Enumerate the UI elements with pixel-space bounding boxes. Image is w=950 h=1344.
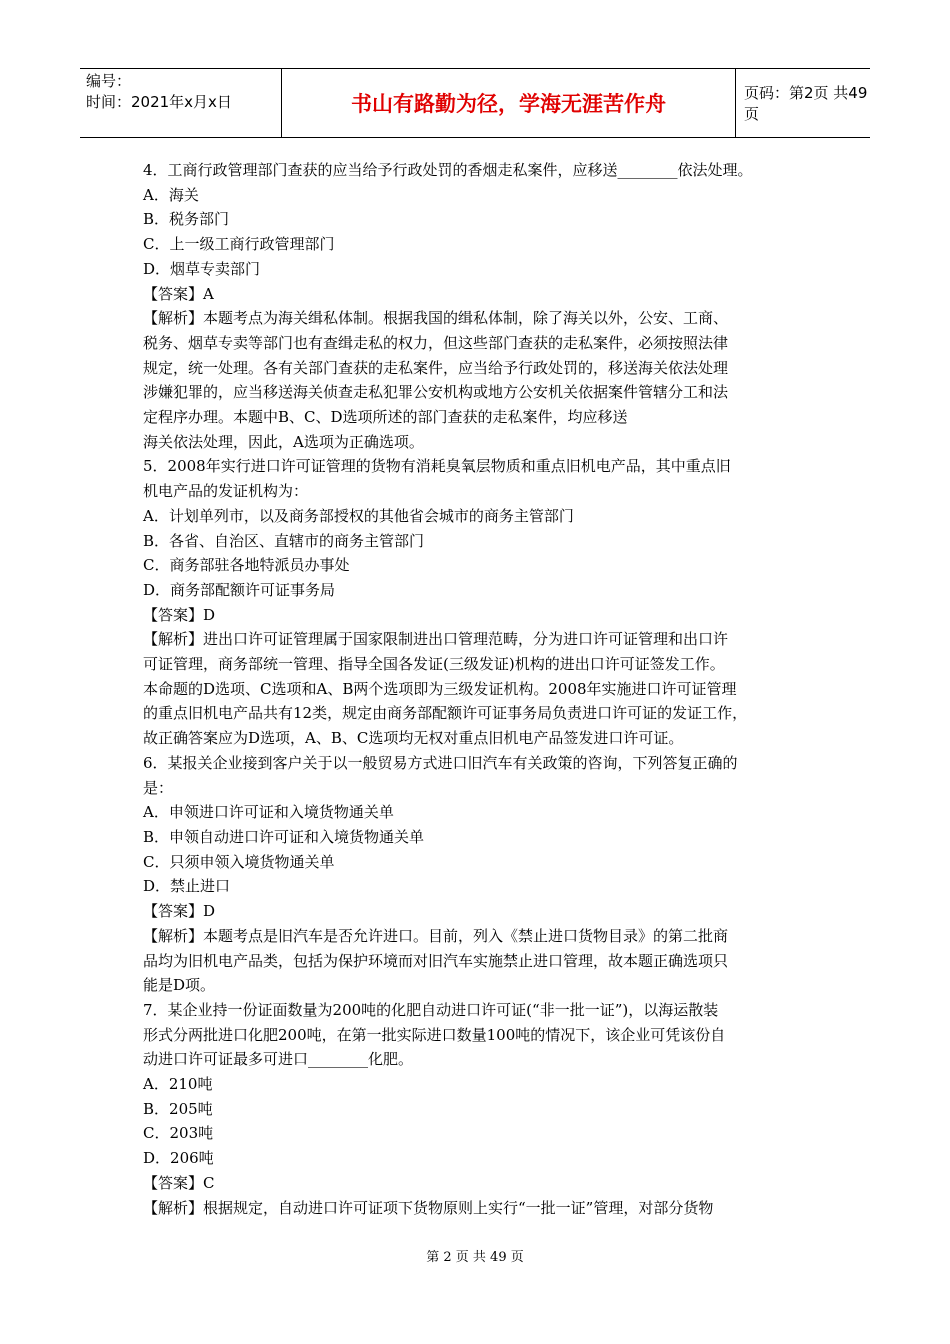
text-line: 涉嫌犯罪的，应当移送海关侦查走私犯罪公安机构或地方公安机关依据案件管辖分工和法 xyxy=(143,383,729,402)
document-number-label: 编号： xyxy=(86,72,132,90)
text-line: 能是D项。 xyxy=(143,976,216,995)
text-line: D．206吨 xyxy=(143,1149,214,1168)
text-line: 海关依法处理，因此，A选项为正确选项。 xyxy=(143,432,424,451)
text-line: 是： xyxy=(143,778,174,797)
text-line: 可证管理，商务部统一管理、指导全国各发证(三级发证)机构的进出口许可证签发工作。 xyxy=(143,655,725,674)
text-line: 税务、烟草专卖等部门也有查缉走私的权力，但这些部门查获的走私案件，必须按照法律 xyxy=(143,333,729,352)
text-line: A．申领进口许可证和入境货物通关单 xyxy=(143,803,394,822)
text-line: 【答案】C xyxy=(143,1173,215,1192)
text-line: 故正确答案应为D选项，A、B、C选项均无权对重点旧机电产品签发进口许可证。 xyxy=(143,729,684,748)
text-line: 【解析】本题考点为海关缉私体制。根据我国的缉私体制，除了海关以外，公安、工商、 xyxy=(143,309,729,328)
header-info-cell xyxy=(80,69,282,137)
text-line: B．税务部门 xyxy=(143,210,230,229)
text-line: 5．2008年实行进口许可证管理的货物有消耗臭氧层物质和重点旧机电产品，其中重点旧 xyxy=(143,457,731,476)
text-line: A．210吨 xyxy=(143,1075,213,1094)
text-line: 形式分两批进口化肥200吨，在第一批实际进口数量100吨的情况下，该企业可凭该份自 xyxy=(143,1025,726,1044)
header-motto: 书山有路勤为径，学海无涯苦作舟 xyxy=(282,69,736,137)
text-line: C．203吨 xyxy=(143,1124,214,1143)
text-line: D．商务部配额许可证事务局 xyxy=(143,580,336,599)
text-line: 6．某报关企业接到客户关于以一般贸易方式进口旧汽车有关政策的咨询，下列答复正确的 xyxy=(143,753,738,772)
text-line: 7．某企业持一份证面数量为200吨的化肥自动进口许可证(“非一批一证”)，以海运散装 xyxy=(143,1000,719,1019)
text-line: B．各省、自治区、直辖市的商务主管部门 xyxy=(143,531,425,550)
text-line: A．海关 xyxy=(143,185,199,204)
page-footer: 第 2 页 共 49 页 xyxy=(426,1250,524,1265)
page-header xyxy=(80,68,870,138)
text-line: D．禁止进口 xyxy=(143,877,231,896)
text-line: C．上一级工商行政管理部门 xyxy=(143,235,335,254)
text-line: 定程序办理。本题中B、C、D选项所述的部门查获的走私案件，均应移送 xyxy=(143,408,628,427)
text-line: 动进口许可证最多可进口________化肥。 xyxy=(143,1050,414,1069)
text-line: 本命题的D选项、C选项和A、B两个选项即为三级发证机构。2008年实施进口许可证管理 xyxy=(143,679,737,698)
text-line: 品均为旧机电产品类，包括为保护环境而对旧汽车实施禁止进口管理，故本题正确选项只 xyxy=(143,951,729,970)
text-line: 【解析】进出口许可证管理属于国家限制进出口管理范畴，分为进口许可证管理和出口许 xyxy=(143,630,729,649)
text-line: 【解析】本题考点是旧汽车是否允许进口。目前，列入《禁止进口货物目录》的第二批商 xyxy=(143,926,729,945)
text-line: B．205吨 xyxy=(143,1099,213,1118)
text-line: C．只须申领入境货物通关单 xyxy=(143,852,335,871)
text-line: 【答案】A xyxy=(143,284,214,303)
text-line: B．申领自动进口许可证和入境货物通关单 xyxy=(143,827,425,846)
text-line: D．烟草专卖部门 xyxy=(143,259,261,278)
document-body xyxy=(143,158,823,1220)
text-line: 【答案】D xyxy=(143,902,216,921)
header-page-code: 页码：第2页 共49页 xyxy=(744,84,868,123)
text-line: A．计划单列市，以及商务部授权的其他省会城市的商务主管部门 xyxy=(143,506,574,525)
text-line: 机电产品的发证机构为： xyxy=(143,482,309,501)
text-line: 规定，统一处理。各有关部门查获的走私案件，应当给予行政处罚的，移送海关依法处理 xyxy=(143,358,729,377)
document-date: 时间：2021年x月x日 xyxy=(86,93,232,111)
text-line: 4．工商行政管理部门查获的应当给予行政处罚的香烟走私案件，应移送________依法处理。 xyxy=(143,161,753,179)
text-line: 【解析】根据规定，自动进口许可证项下货物原则上实行“一批一证”管理，对部分货物 xyxy=(143,1198,714,1217)
text-line: 的重点旧机电产品共有12类，规定由商务部配额许可证事务局负责进口许可证的发证工作， xyxy=(143,704,748,723)
text-line: C．商务部驻各地特派员办事处 xyxy=(143,556,350,575)
text-line: 【答案】D xyxy=(143,605,216,624)
